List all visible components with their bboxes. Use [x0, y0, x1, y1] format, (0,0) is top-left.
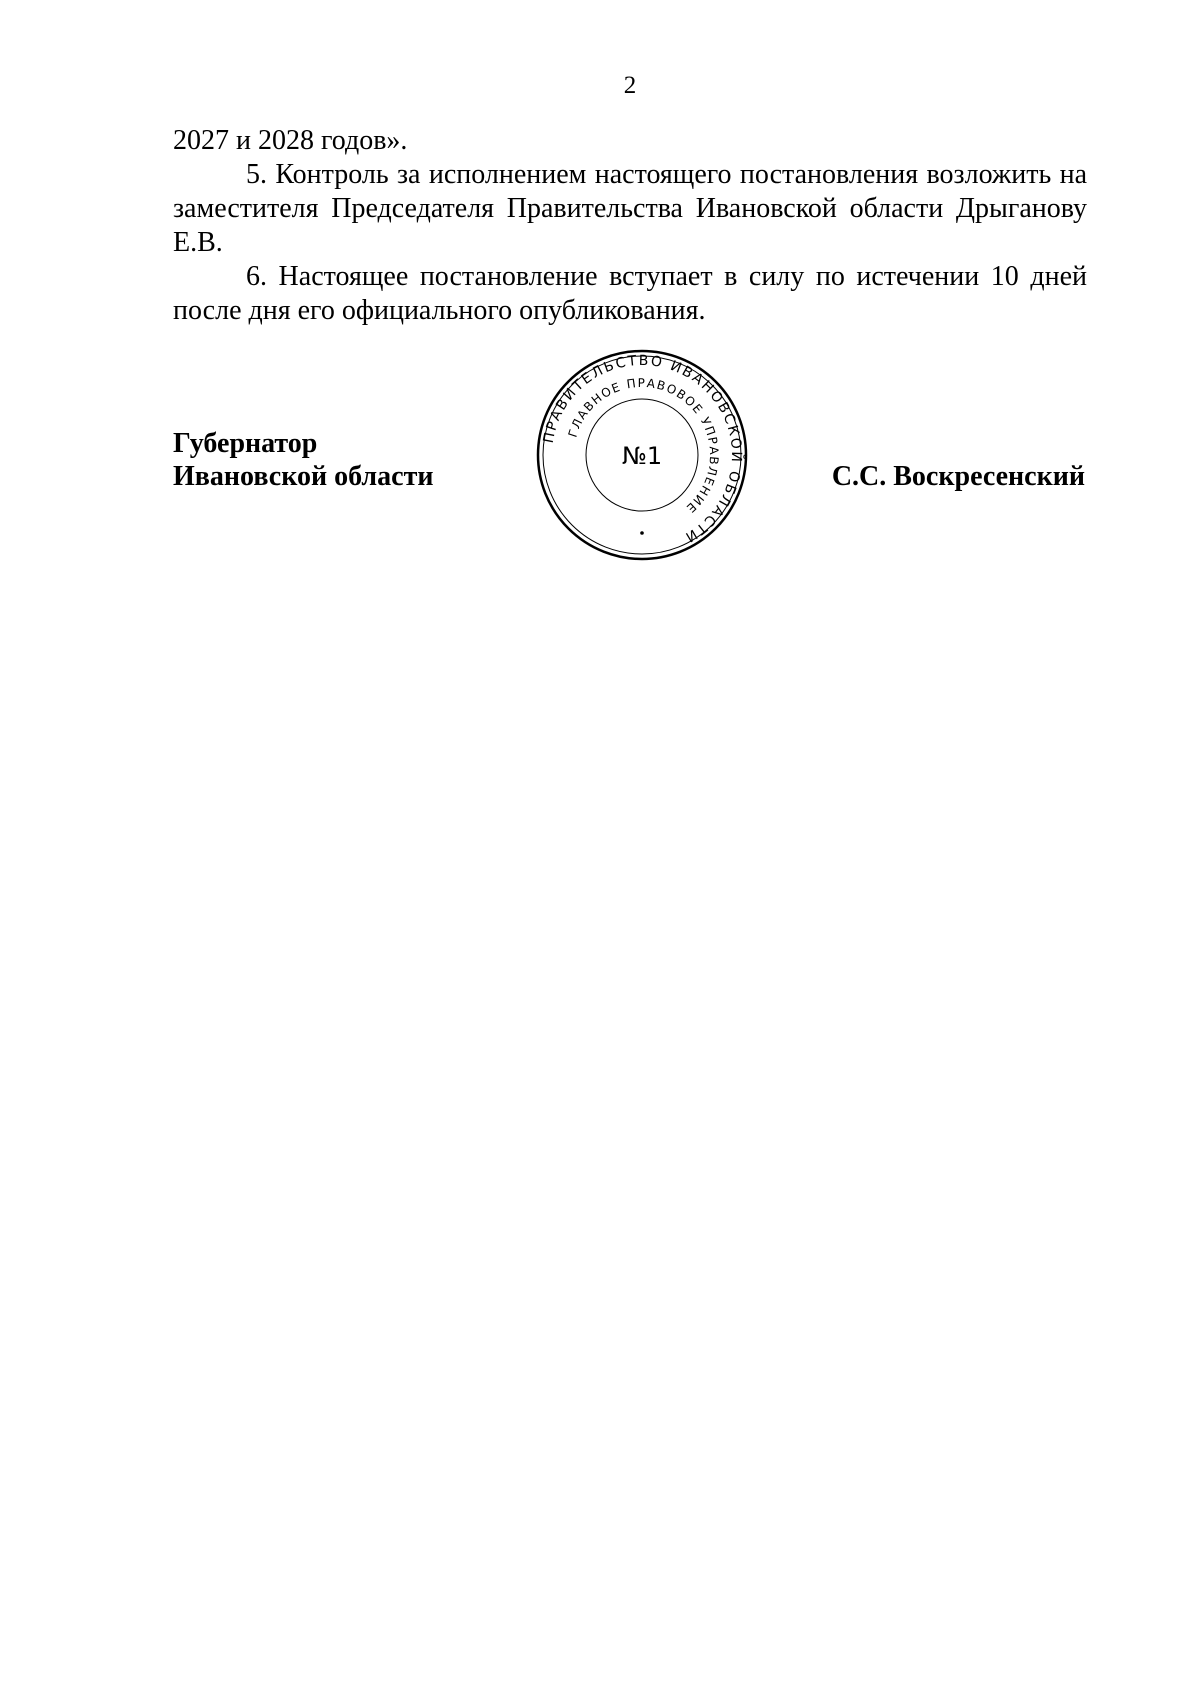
official-seal — [536, 349, 748, 561]
seal-dot — [640, 531, 644, 535]
signatory-name: С.С. Воскресенский — [831, 461, 1085, 492]
paragraph-continuation: 2027 и 2028 годов». — [173, 125, 408, 156]
signatory-title-line2: Ивановской области — [173, 461, 434, 492]
signatory-title — [173, 427, 433, 493]
paragraph-item-6: 6. Настоящее постановление вступает в силу по истечении 10 дней после дня его официального опубликования. — [173, 261, 1087, 326]
page-number: 2 — [623, 72, 637, 99]
seal-number: №1 — [621, 442, 663, 470]
document-body — [173, 124, 1087, 328]
seal-inner-text: ГЛАВНОЕ ПРАВОВОЕ УПРАВЛЕНИЕ — [565, 375, 722, 517]
seal-outer-text: ПРАВИТЕЛЬСТВО ИВАНОВСКОЙ ОБЛАСТИ — [540, 352, 745, 546]
signatory-title-line1: Губернатор — [173, 428, 318, 459]
paragraph-item-5: 5. Контроль за исполнением настоящего постановления возложить на заместителя Председателя Правительства Ивановской области Дрыганову Е.В. — [173, 159, 1087, 258]
